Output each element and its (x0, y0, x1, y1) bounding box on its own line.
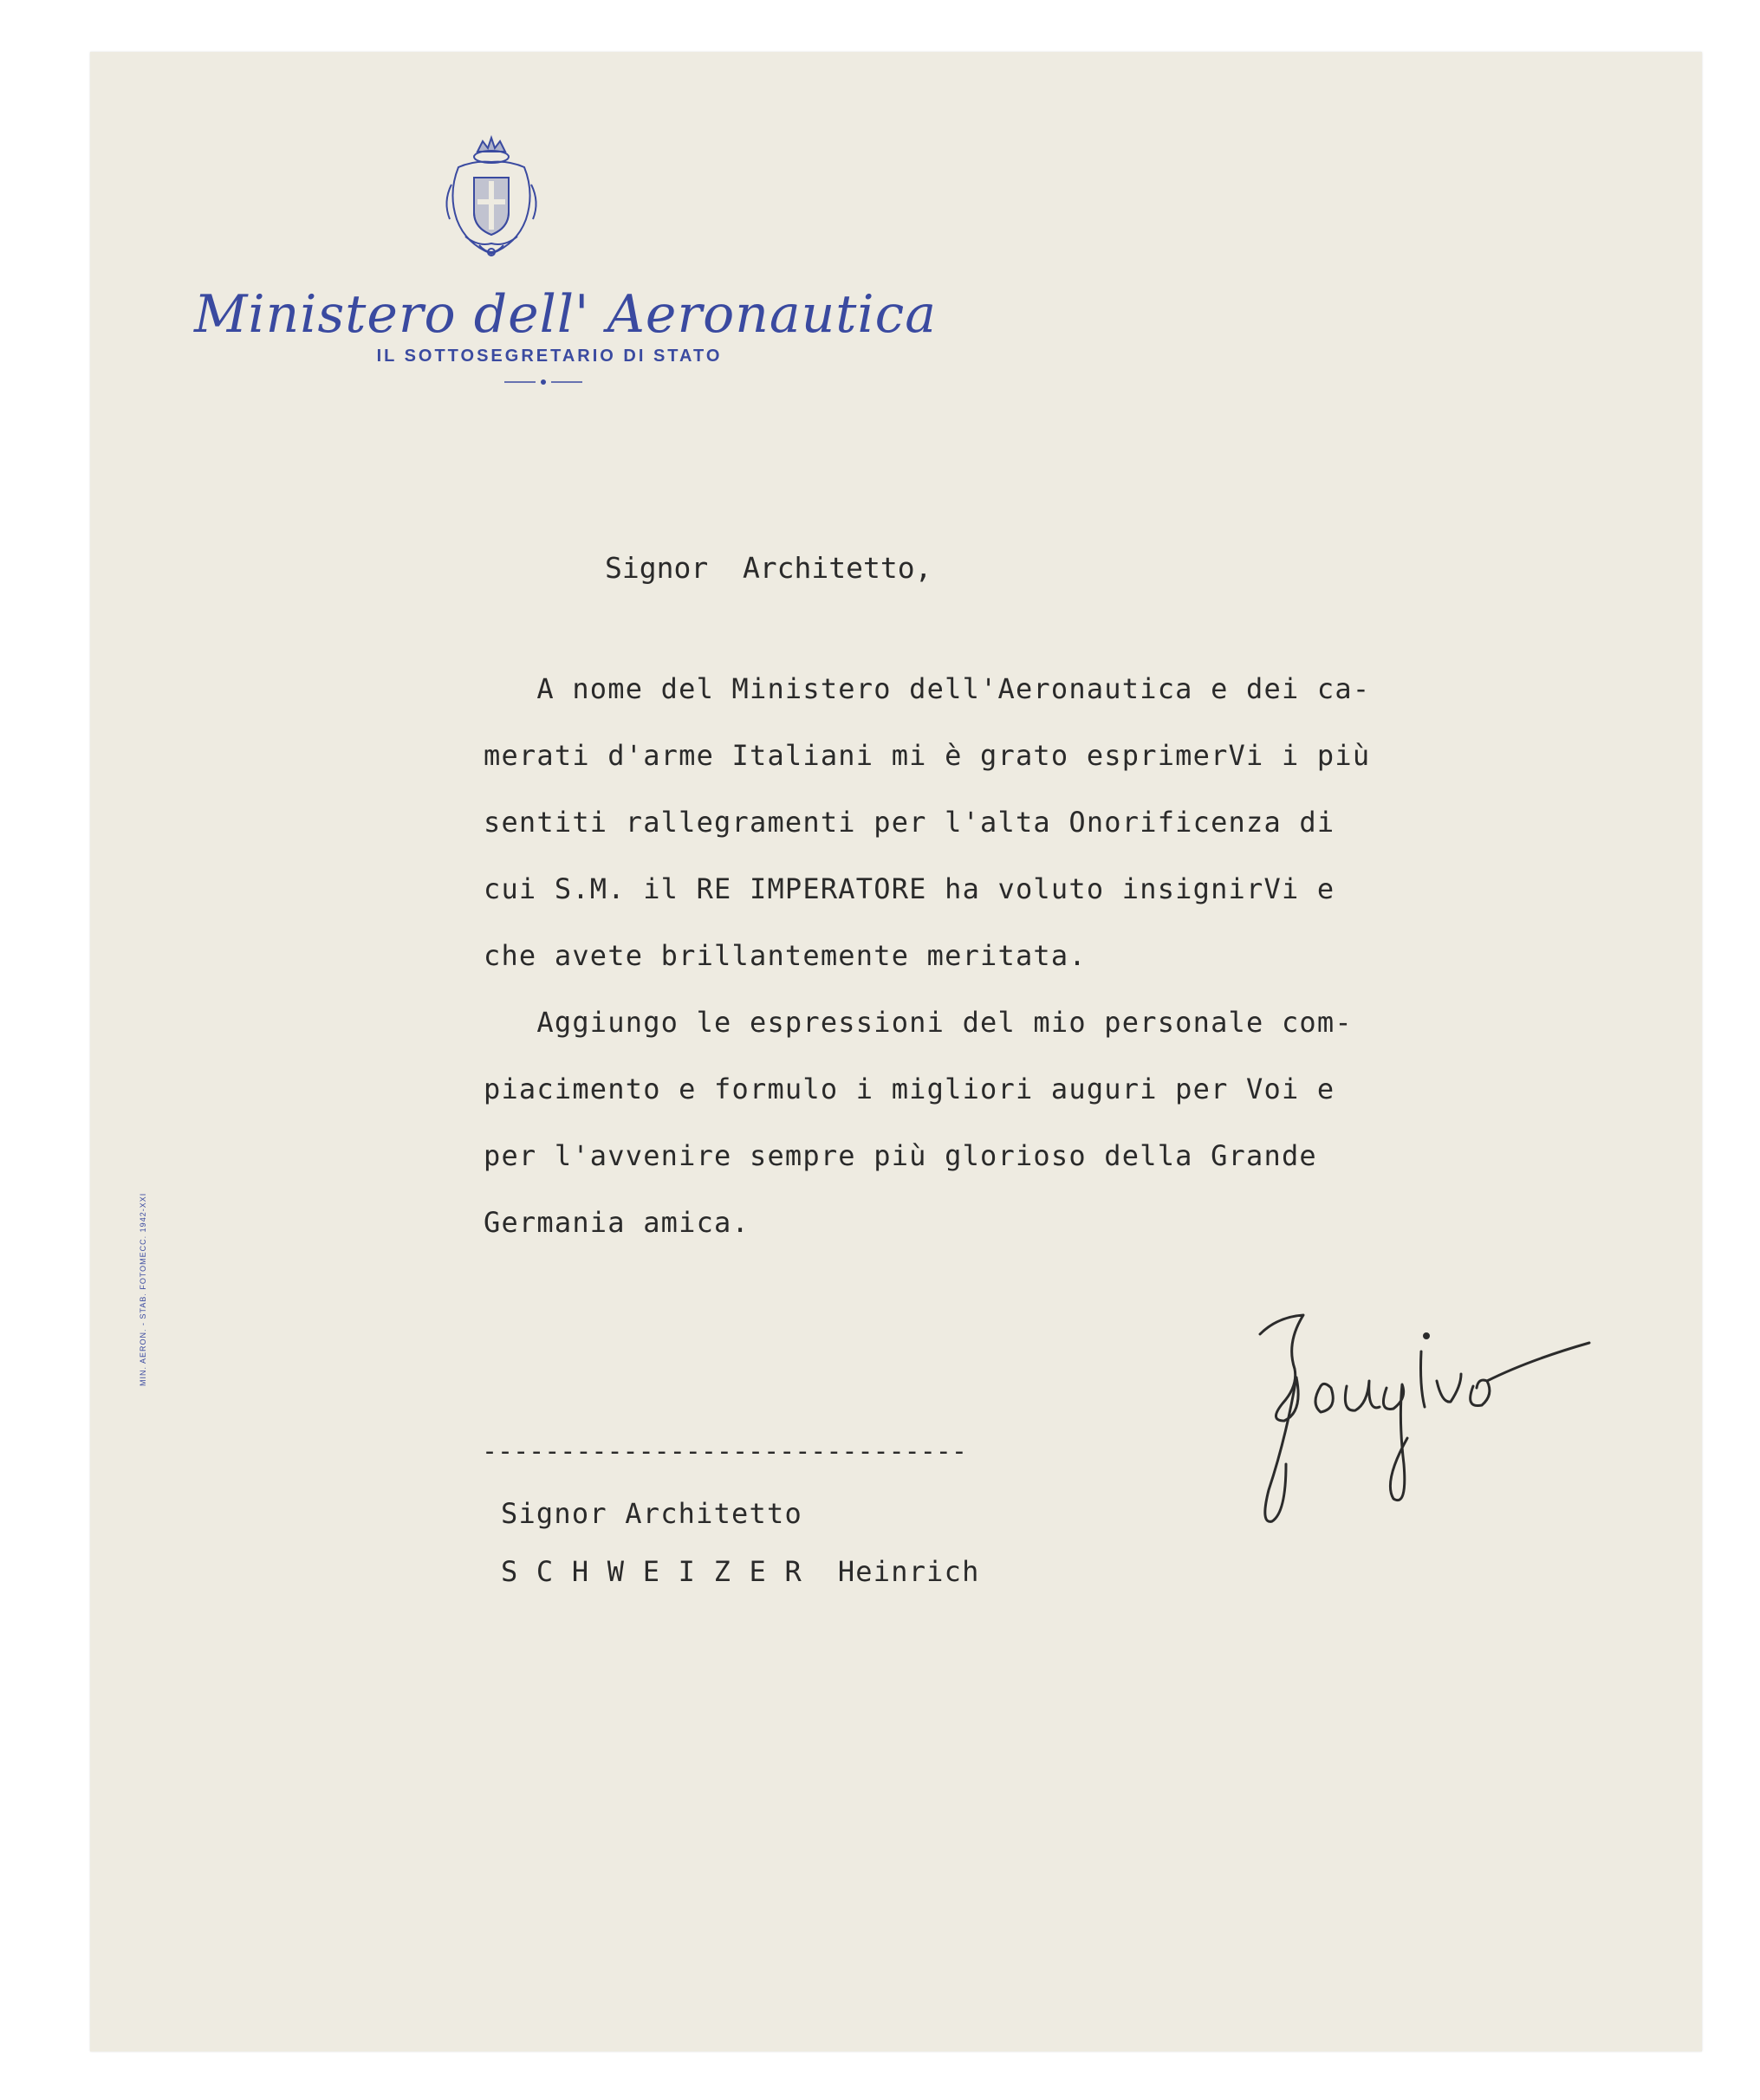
department-title: IL SOTTOSEGRETARIO DI STATO (376, 347, 723, 366)
body-line: piacimento e formulo i migliori auguri per Voi e (484, 1073, 1335, 1105)
ministry-name: Ministero dell' Aeronautica (194, 284, 937, 345)
salutation: Signor Architetto, (605, 551, 932, 585)
body-line: che avete brillantemente meritata. (484, 939, 1087, 972)
letter-sheet (90, 52, 1702, 2051)
printer-mark: MIN. AERON. - STAB. FOTOMECC. 1942-XXI (139, 1192, 147, 1386)
body-line: A nome del Ministero dell'Aeronautica e dei ca- (484, 672, 1371, 705)
divider-ornament (504, 377, 582, 387)
addressee-title: Signor Architetto (501, 1497, 802, 1530)
body-line: Aggiungo le espressioni del mio personale com- (484, 1006, 1353, 1039)
handwritten-signature (1234, 1291, 1615, 1551)
body-line: cui S.M. il RE IMPERATORE ha voluto insignirVi e (484, 872, 1335, 905)
body-line: sentiti rallegramenti per l'alta Onorificenza di (484, 806, 1335, 839)
body-line: Germania amica. (484, 1206, 750, 1239)
body-line: merati d'arme Italiani mi è grato esprimerVi i più (484, 739, 1371, 772)
body-line: per l'avvenire sempre più glorioso della Grande (484, 1139, 1317, 1172)
addressee-name: S C H W E I Z E R Heinrich (501, 1555, 980, 1588)
savoy-coat-of-arms-icon (439, 133, 543, 262)
signature-separator: ------------------------------- (482, 1436, 967, 1467)
